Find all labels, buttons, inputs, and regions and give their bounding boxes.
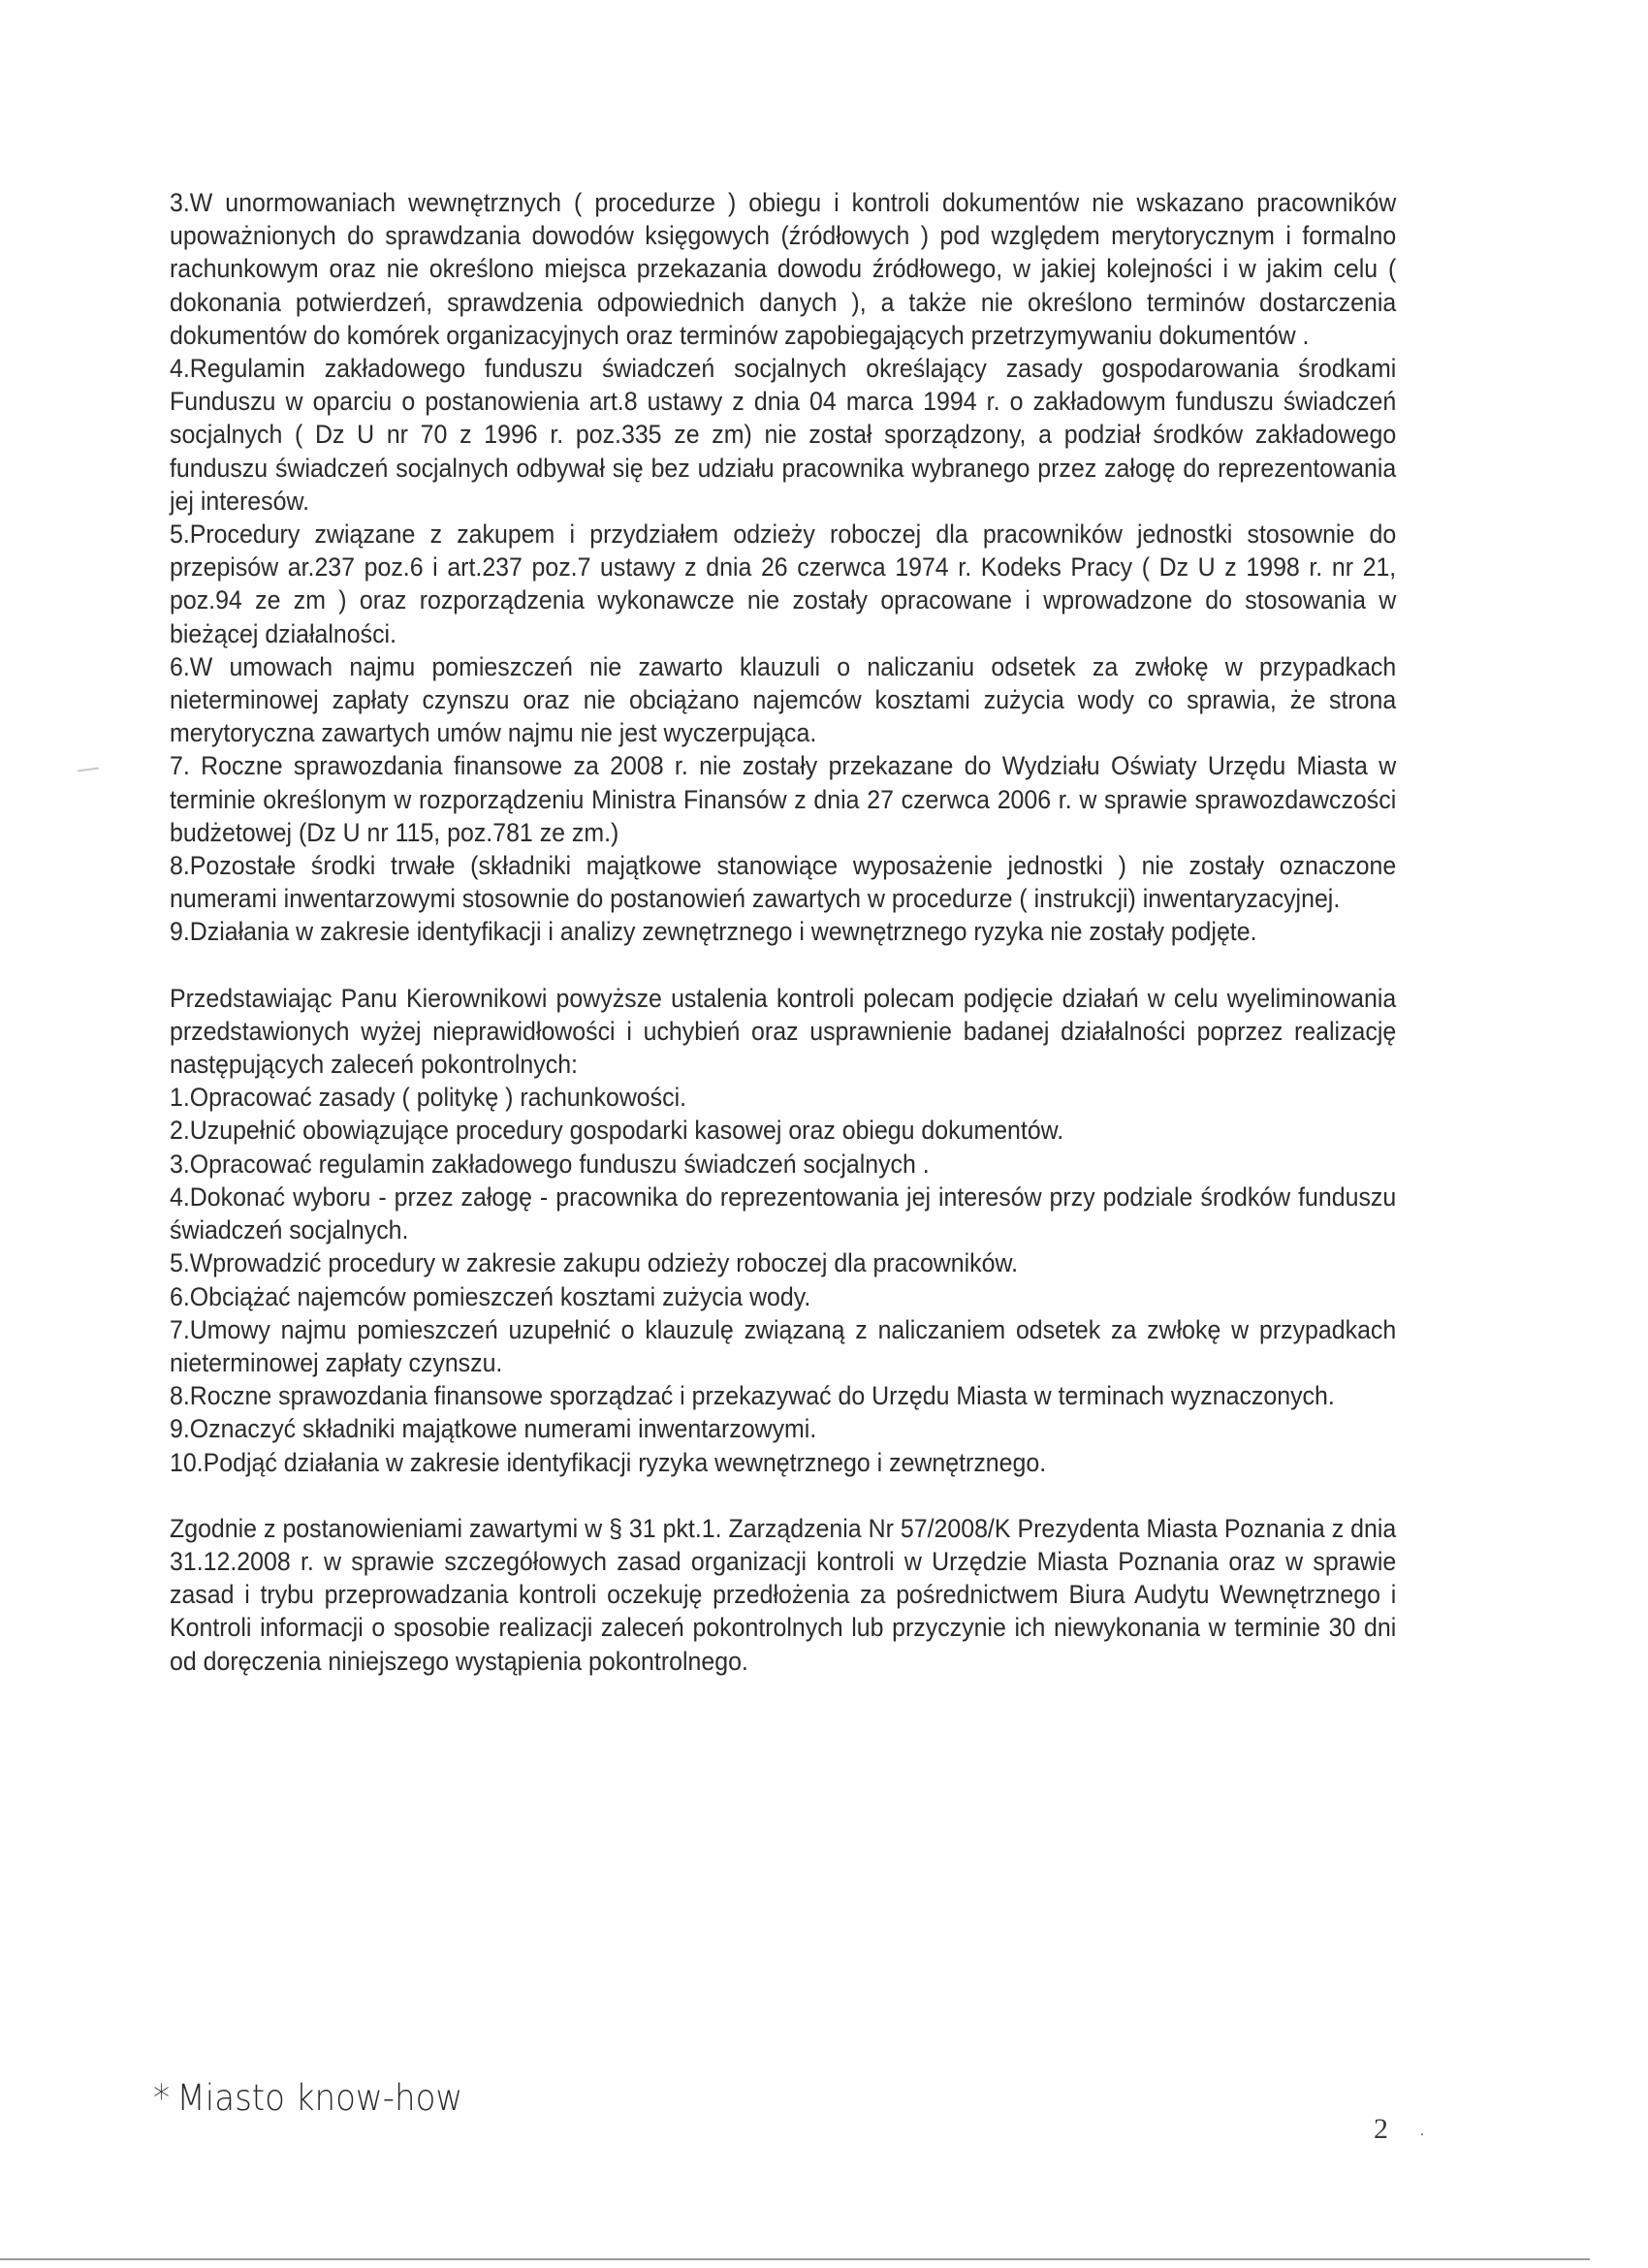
footer-brand-logo: [153, 2077, 462, 2119]
recommendation-item: 8.Roczne sprawozdania finansowe sporządzać i przekazywać do Urzędu Miasta w terminach wyznaczonych.: [170, 1381, 1335, 1411]
paragraph-spacer: [170, 949, 1396, 982]
recommendation-item: 9.Oznaczyć składniki majątkowe numerami inwentarzowymi.: [170, 1414, 817, 1444]
bottom-edge-rule: [0, 2258, 1590, 2260]
recommendation-item: 10.Podjąć działania w zakresie identyfikacji ryzyka wewnętrznego i zewnętrznego.: [170, 1447, 1047, 1477]
recommendation-item: 6.Obciążać najemców pomieszczeń kosztami zużycia wody.: [170, 1281, 811, 1311]
asterisk-icon: *: [153, 2077, 171, 2119]
paragraph-spacer: [170, 1479, 1396, 1512]
findings-list: [170, 186, 1396, 949]
scan-mark: [78, 767, 99, 772]
recommendation-item: 4.Dokonać wyboru - przez załogę - pracownika do reprezentowania jej interesów przy podziale środków funduszu świadczeń socjalnych.: [170, 1181, 1397, 1245]
document-body: [170, 186, 1396, 1678]
closing-paragraph: Zgodnie z postanowieniami zawartymi w § 31 pkt.1. Zarządzenia Nr 57/2008/K Prezydenta Miasta Poznania z dnia 31.12.2008 r. w sprawie szczegółowych zasad organizacji kontroli w Urzędzie Miasta Poznania oraz w sprawie zasad i trybu przeprowadzania kontroli oczekuję przedłożenia za pośrednictwem Biura Audytu Wewnętrznego i Kontroli informacji o sposobie realizacji zaleceń pokontrolnych lub przyczynie ich niewykonania w terminie 30 dni od doręczenia niniejszego wystąpienia pokontrolnego.: [170, 1513, 1397, 1676]
page-number-dot: .: [1420, 2123, 1424, 2139]
finding-item: 9.Działania w zakresie identyfikacji i analizy zewnętrznego i wewnętrznego ryzyka nie zostały podjęte.: [170, 917, 1257, 947]
recommendation-item: 3.Opracować regulamin zakładowego funduszu świadczeń socjalnych .: [170, 1149, 930, 1179]
recommendation-item: 2.Uzupełnić obowiązujące procedury gospodarki kasowej oraz obiegu dokumentów.: [170, 1116, 1064, 1146]
recommendations-section: [170, 982, 1396, 1479]
recommendation-item: 1.Opracować zasady ( politykę ) rachunkowości.: [170, 1083, 687, 1113]
recommendations-intro: Przedstawiając Panu Kierownikowi powyższe ustalenia kontroli polecam podjęcie działań w celu wyeliminowania przedstawionych wyżej nieprawidłowości i uchybień oraz usprawnienie badanej działalności poprzez realizację następujących zaleceń pokontrolnych:: [170, 983, 1397, 1080]
finding-item: 5.Procedury związane z zakupem i przydziałem odzieży roboczej dla pracowników jednostki stosownie do przepisów ar.237 poz.6 i art.237 poz.7 ustawy z dnia 26 czerwca 1974 r. Kodeks Pracy ( Dz U z 1998 r. nr 21, poz.94 ze zm ) oraz rozporządzenia wykonawcze nie zostały opracowane i wprowadzone do stosowania w bieżącej działalności.: [170, 520, 1397, 648]
recommendation-item: 7.Umowy najmu pomieszczeń uzupełnić o klauzulę związaną z naliczaniem odsetek za zwłokę w przypadkach nieterminowej zapłaty czynszu.: [170, 1314, 1397, 1377]
finding-item: 8.Pozostałe środki trwałe (składniki majątkowe stanowiące wyposażenie jednostki ) nie zostały oznaczone numerami inwentarzowymi stosownie do postanowień zawartych w procedurze ( instrukcji) inwentaryzacyjnej.: [170, 851, 1397, 914]
finding-item: 7. Roczne sprawozdania finansowe za 2008 r. nie zostały przekazane do Wydziału Oświaty Urzędu Miasta w terminie określonym w rozporządzeniu Ministra Finansów z dnia 27 czerwca 2006 r. w sprawie sprawozdawczości budżetowej (Dz U nr 115, poz.781 ze zm.): [170, 751, 1397, 847]
recommendation-item: 5.Wprowadzić procedury w zakresie zakupu odzieży roboczej dla pracowników.: [170, 1248, 1019, 1278]
finding-item: 3.W unormowaniach wewnętrznych ( procedurze ) obiegu i kontroli dokumentów nie wskazano pracowników upoważnionych do sprawdzania dowodów księgowych (źródłowych ) pod względem merytorycznym i formalno rachunkowym oraz nie określono miejsca przekazania dowodu źródłowego, w jakiej kolejności i w jakim celu ( dokonania potwierdzeń, sprawdzenia odpowiednich danych ), a także nie określono terminów dostarczenia dokumentów do komórek organizacyjnych oraz terminów zapobiegających przetrzymywaniu dokumentów .: [170, 188, 1397, 350]
page-number: 2: [1374, 2113, 1388, 2145]
finding-item: 4.Regulamin zakładowego funduszu świadczeń socjalnych określający zasady gospodarowania środkami Funduszu w oparciu o postanowienia art.8 ustawy z dnia 04 marca 1994 r. o zakładowym funduszu świadczeń socjalnych ( Dz U nr 70 z 1996 r. poz.335 ze zm) nie został sporządzony, a podział środków zakładowego funduszu świadczeń socjalnych odbywał się bez udziału pracownika wybranego przez załogę do reprezentowania jej interesów.: [170, 354, 1397, 516]
finding-item: 6.W umowach najmu pomieszczeń nie zawarto klauzuli o naliczaniu odsetek za zwłokę w przypadkach nieterminowej zapłaty czynszu oraz nie obciążano najemców kosztami zużycia wody co sprawia, że strona merytoryczna zawartych umów najmu nie jest wyczerpująca.: [170, 651, 1397, 748]
brand-text: Miasto know-how: [176, 2077, 463, 2119]
